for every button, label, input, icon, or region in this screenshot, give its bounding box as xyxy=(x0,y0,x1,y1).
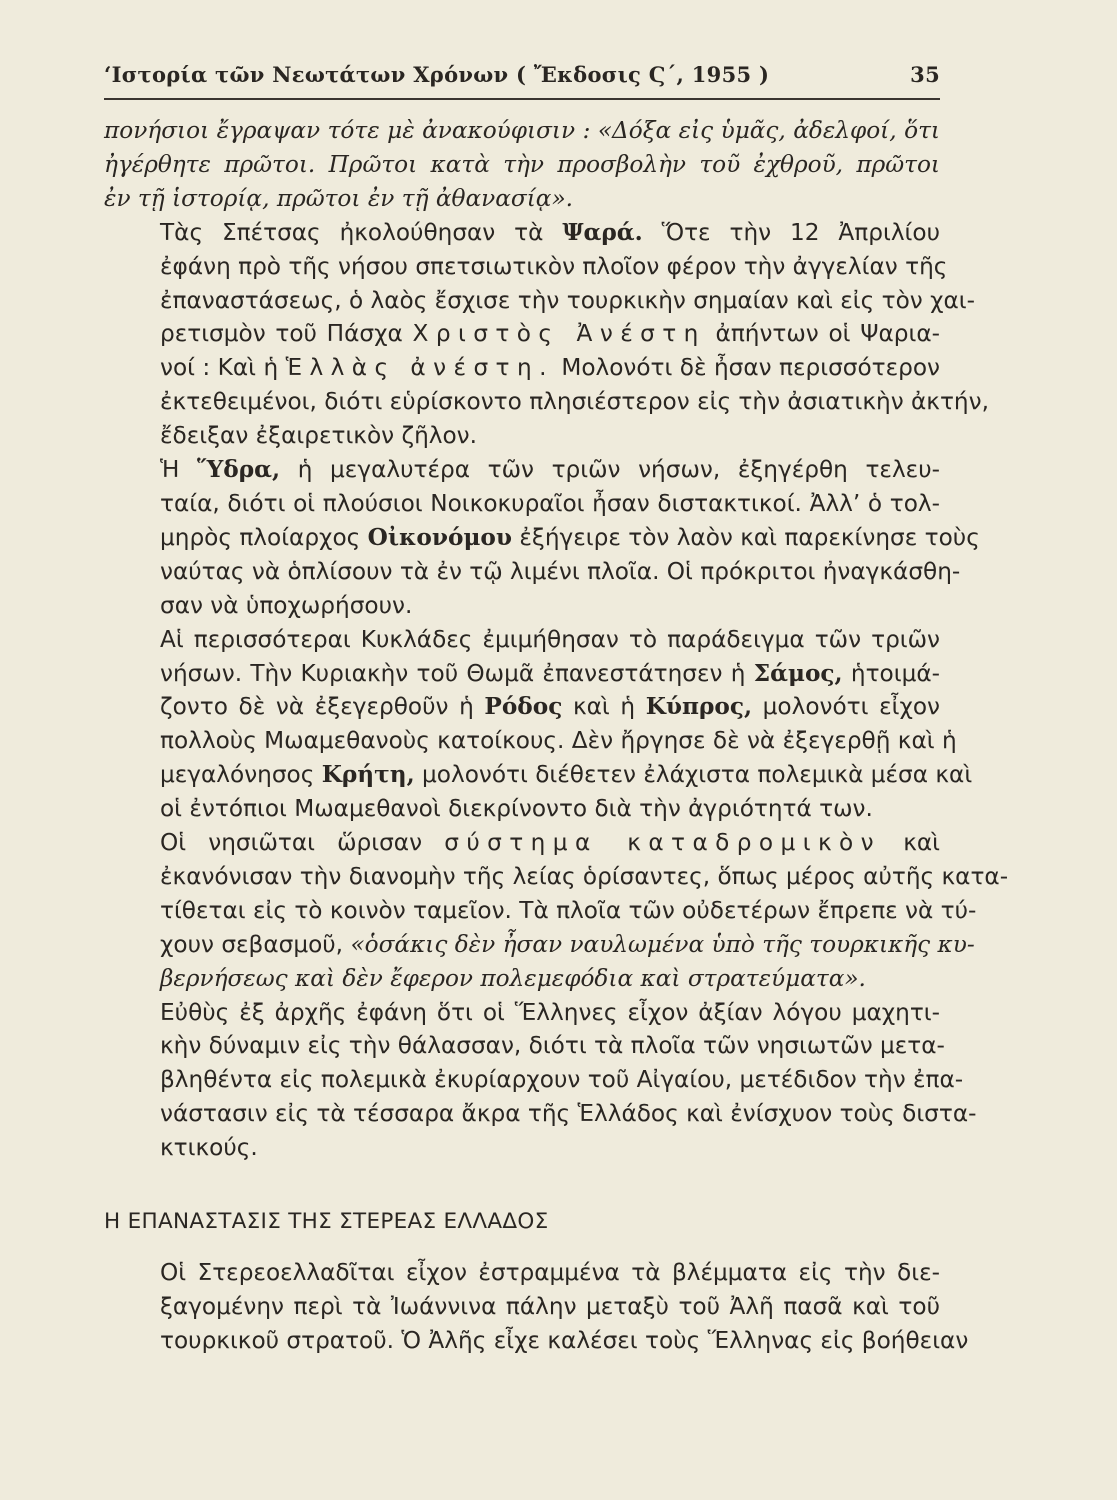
text-line: πολλοὺς Μωαμεθανοὺς κατοίκους. Δὲν ἤργησε δὲ νὰ ἐξεγερθῇ καὶ ἡ xyxy=(160,727,957,755)
paragraph-hydra xyxy=(104,453,980,623)
text-line: μεγαλόνησος Κρήτη, μολονότι διέθετεν ἐλάχιστα πολεμικὰ μέσα καὶ xyxy=(160,761,973,789)
spaced-phrase: σύστημα καταδρομικὸν xyxy=(444,829,882,857)
text-line: τουρκικοῦ στρατοῦ. Ὁ Ἀλῆς εἶχε καλέσει τοὺς Ἕλληνας εἰς βοήθειαν xyxy=(160,1326,969,1354)
place-name: Κύπρος, xyxy=(645,693,753,721)
text-line: ἐφάνη πρὸ τῆς νήσου σπετσιωτικὸν πλοῖον φέρον τὴν ἀγγελίαν τῆς xyxy=(160,252,948,280)
text-line: νοί : Καὶ ἡ Ἑλλὰς ἀνέστη. Μολονότι δὲ ἦσαν περισσότερον xyxy=(160,354,941,382)
paragraph-naval-power xyxy=(104,996,977,1166)
text-line: οἱ ἐντόπιοι Μωαμεθανοὶ διεκρίνοντο διὰ τὴν ἀγριότητά των. xyxy=(160,795,873,823)
page-number: 35 xyxy=(910,62,940,87)
text-line: νήσων. Τὴν Κυριακὴν τοῦ Θωμᾶ ἐπανεστάτησεν ἡ Σάμος, ἡτοιμά- xyxy=(160,659,940,687)
text-line: ναύτας νὰ ὁπλίσουν τὰ ἐν τῷ λιμένι πλοῖα. Οἱ πρόκριτοι ἠναγκάσθη- xyxy=(160,557,961,585)
paragraph-sterea xyxy=(104,1256,969,1358)
section-heading: Η ΕΠΑΝΑΣΤΑΣΙΣ ΤΗΣ ΣΤΕΡΕΑΣ ΕΛΛΑΔΟΣ xyxy=(104,1209,549,1235)
body-text xyxy=(104,114,1009,1358)
text-line: Τὰς Σπέτσας ἠκολούθησαν τὰ Ψαρά. Ὅτε τὴν 12 Ἀπριλίου xyxy=(160,218,940,246)
place-name: Ρόδος xyxy=(484,693,563,721)
place-name: Ψαρά. xyxy=(562,218,643,246)
text-line: ἔδειξαν ἐξαιρετικὸν ζῆλον. xyxy=(160,422,478,450)
text-line: βληθέντα εἰς πολεμικὰ ἐκυρίαρχουν τοῦ Αἰγαίου, μετέδιδον τὴν ἐπα- xyxy=(160,1066,964,1094)
text-line: Ἡ Ὕδρα, ἡ μεγαλυτέρα τῶν τριῶν νήσων, ἐξηγέρθη τελευ- xyxy=(160,456,941,484)
text-line: ρετισμὸν τοῦ Πάσχα Χριστὸς Ἀνέστη ἀπήντων οἱ Ψαρια- xyxy=(160,320,941,348)
paragraph-privateers xyxy=(104,826,1009,996)
quotation: «ὁσάκις δὲν ἦσαν ναυλωμένα ὑπὸ τῆς τουρκικῆς κυ- xyxy=(350,930,975,958)
quotation: βερνήσεως καὶ δὲν ἔφερον πολεμεφόδια καὶ στρατεύματα». xyxy=(160,964,866,992)
text-line: ἐκτεθειμένοι, διότι εὑρίσκοντο πλησιέστερον εἰς τὴν ἀσιατικὴν ἀκτήν, xyxy=(160,388,989,416)
text-line: ἐν τῇ ἱστορίᾳ, πρῶτοι ἐν τῇ ἀθανασίᾳ». xyxy=(104,184,574,212)
text-line: Οἱ νησιῶται ὥρισαν σύστημα καταδρομικὸν καὶ xyxy=(160,829,941,857)
text-line: ταία, διότι οἱ πλούσιοι Νοικοκυραῖοι ἦσαν διστακτικοί. Ἀλλ’ ὁ τολ- xyxy=(160,489,940,517)
text-line: ξαγομένην περὶ τὰ Ἰωάννινα πάλην μεταξὺ τοῦ Ἀλῆ πασᾶ καὶ τοῦ xyxy=(160,1293,940,1320)
text-line: κτικούς. xyxy=(160,1134,258,1162)
text-line: νάστασιν εἰς τὰ τέσσαρα ἄκρα τῆς Ἑλλάδος καὶ ἐνίσχυον τοὺς διστα- xyxy=(160,1100,977,1128)
text-line: κὴν δύναμιν εἰς τὴν θάλασσαν, διότι τὰ πλοῖα τῶν νησιωτῶν μετα- xyxy=(160,1032,945,1060)
text-line: Οἱ Στερεοελλαδῖται εἶχον ἐστραμμένα τὰ βλέμματα εἰς τὴν διε- xyxy=(160,1259,940,1287)
paragraph-psara xyxy=(104,216,989,453)
place-name: Ὕδρα, xyxy=(197,456,281,484)
text-line: ἐκανόνισαν τὴν διανομὴν τῆς λείας ὁρίσαντες, ὅπως μέρος αὐτῆς κατα- xyxy=(160,862,1009,890)
running-header xyxy=(104,62,940,87)
text-line xyxy=(104,962,940,996)
paragraph xyxy=(104,114,940,216)
text-line: μηρὸς πλοίαρχος Οἰκονόμου ἐξήγειρε τὸν λαὸν καὶ παρεκίνησε τοὺς xyxy=(160,523,980,551)
header-rule xyxy=(104,98,940,100)
text-line: τίθεται εἰς τὸ κοινὸν ταμεῖον. Τὰ πλοῖα τῶν οὐδετέρων ἔπρεπε νὰ τύ- xyxy=(160,896,977,924)
spaced-phrase: Χριστὸς Ἀνέστη xyxy=(412,320,706,348)
paragraph-cyclades xyxy=(104,623,973,826)
text-line: σαν νὰ ὑποχωρήσουν. xyxy=(160,591,413,619)
place-name: Κρήτη, xyxy=(321,761,415,789)
text-line: χουν σεβασμοῦ, «ὁσάκις δὲν ἦσαν ναυλωμένα ὑπὸ τῆς τουρκικῆς κυ- xyxy=(160,930,975,958)
person-name: Οἰκονόμου xyxy=(367,523,512,551)
text-line: ἐπαναστάσεως, ὁ λαὸς ἔσχισε τὴν τουρκικὴν σημαίαν καὶ εἰς τὸν χαι- xyxy=(160,286,975,314)
text-line: Αἱ περισσότεραι Κυκλάδες ἐμιμήθησαν τὸ παράδειγμα τῶν τριῶν xyxy=(160,625,940,653)
text-line: Εὐθὺς ἐξ ἀρχῆς ἐφάνη ὅτι οἱ Ἕλληνες εἶχον ἀξίαν λόγου μαχητι- xyxy=(160,998,940,1026)
text-line: πονήσιοι ἔγραψαν τότε μὲ ἀνακούφισιν : «Δόξα εἰς ὑμᾶς, ἀδελφοί, ὅτι xyxy=(104,117,940,144)
place-name: Σάμος, xyxy=(753,659,843,687)
spaced-phrase: Ἑλλὰς ἀνέστη. xyxy=(285,354,554,382)
text-line: ἠγέρθητε πρῶτοι. Πρῶτοι κατὰ τὴν προσβολὴν τοῦ ἐχθροῦ, πρῶτοι xyxy=(104,150,940,178)
text-line: ζοντο δὲ νὰ ἐξεγερθοῦν ἡ Ρόδος καὶ ἡ Κύπρος, μολονότι εἶχον xyxy=(160,693,940,721)
running-title: ‘Ιστορία τῶν Νεωτάτων Χρόνων ( Ἔκδοσις Ϛ΄, 1955 ) xyxy=(104,62,770,87)
